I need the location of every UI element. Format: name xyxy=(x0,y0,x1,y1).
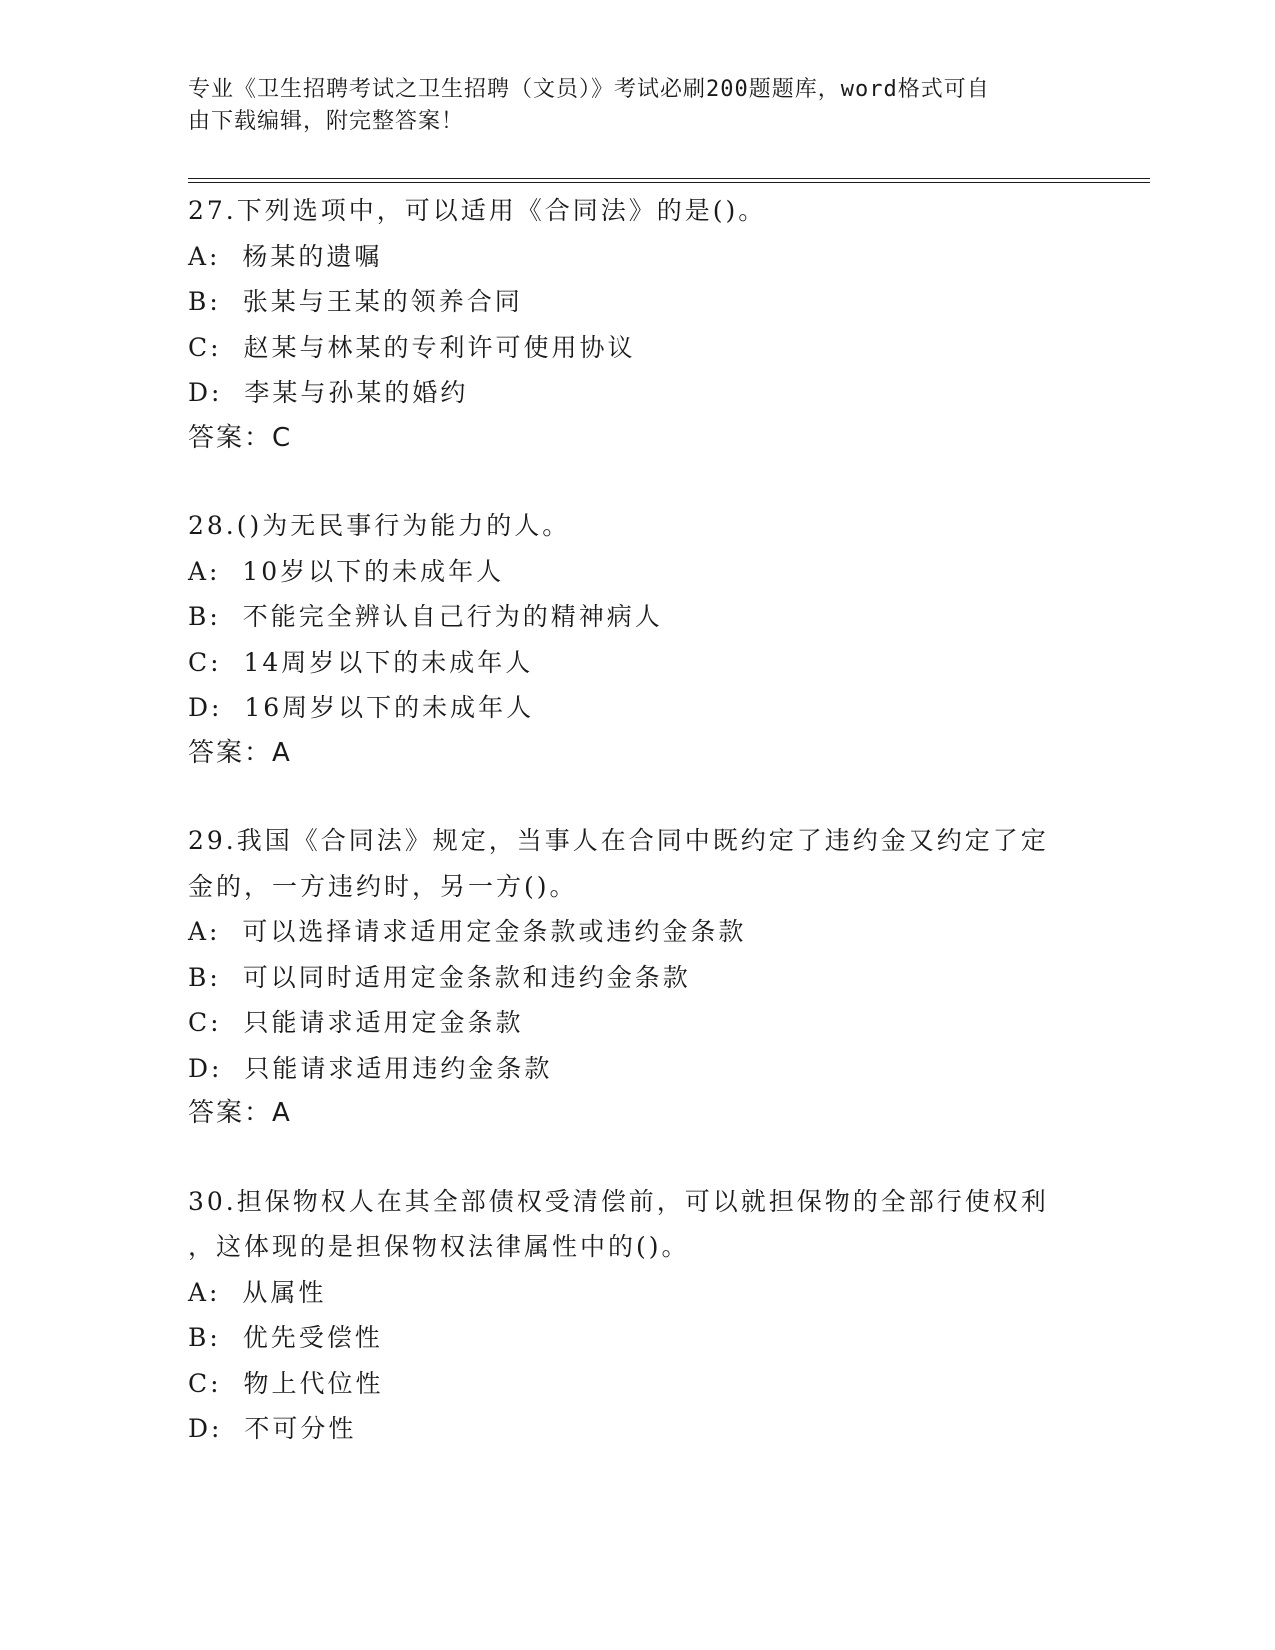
option-c: C: 14周岁以下的未成年人 xyxy=(188,647,534,677)
option-b: B: 可以同时适用定金条款和违约金条款 xyxy=(188,962,691,992)
question-stem-line-2: ，这体现的是担保物权法律属性中的()。 xyxy=(188,1232,690,1261)
header-divider-top xyxy=(188,178,1150,179)
option-a: A: 从属性 xyxy=(188,1277,327,1307)
option-a: A: 杨某的遗嘱 xyxy=(188,241,383,271)
question-stem-line-2: 金的，一方违约时，另一方()。 xyxy=(188,871,578,901)
question-stem-line-1: 30.担保物权人在其全部债权受清偿前，可以就担保物的全部行使权利 xyxy=(188,1186,1049,1216)
document-header xyxy=(188,74,1068,138)
header-divider-bottom xyxy=(188,182,1150,183)
question-28 xyxy=(188,503,1088,776)
question-stem: 27.下列选项中，可以适用《合同法》的是()。 xyxy=(188,196,767,225)
answer-label: 答案：A xyxy=(188,737,292,768)
option-d: D: 只能请求适用违约金条款 xyxy=(188,1053,553,1083)
header-line-2: 由下载编辑，附完整答案！ xyxy=(188,109,465,134)
question-27 xyxy=(188,188,1088,461)
question-list xyxy=(188,188,1088,1494)
answer-label: 答案：C xyxy=(188,422,293,453)
option-a: A: 可以选择请求适用定金条款或违约金条款 xyxy=(188,917,747,946)
option-c: C: 物上代位性 xyxy=(188,1368,384,1398)
option-b: B: 不能完全辨认自己行为的精神病人 xyxy=(188,602,663,631)
option-c: C: 只能请求适用定金条款 xyxy=(188,1008,524,1037)
option-b: B: 优先受偿性 xyxy=(188,1323,383,1352)
option-d: D: 16周岁以下的未成年人 xyxy=(188,693,535,722)
question-29 xyxy=(188,818,1088,1137)
option-b: B: 张某与王某的领养合同 xyxy=(188,287,523,316)
option-a: A: 10岁以下的未成年人 xyxy=(188,556,505,586)
option-d: D: 李某与孙某的婚约 xyxy=(188,378,469,407)
option-d: D: 不可分性 xyxy=(188,1414,357,1443)
header-line-1: 专业《卫生招聘考试之卫生招聘（文员）》考试必刷200题题库，word格式可自 xyxy=(188,77,990,102)
answer-label: 答案：A xyxy=(188,1098,292,1128)
option-c: C: 赵某与林某的专利许可使用协议 xyxy=(188,332,636,362)
question-stem-line-1: 29.我国《合同法》规定，当事人在合同中既约定了违约金又约定了定 xyxy=(188,826,1049,855)
question-stem: 28.()为无民事行为能力的人。 xyxy=(188,511,571,540)
question-30 xyxy=(188,1179,1088,1452)
